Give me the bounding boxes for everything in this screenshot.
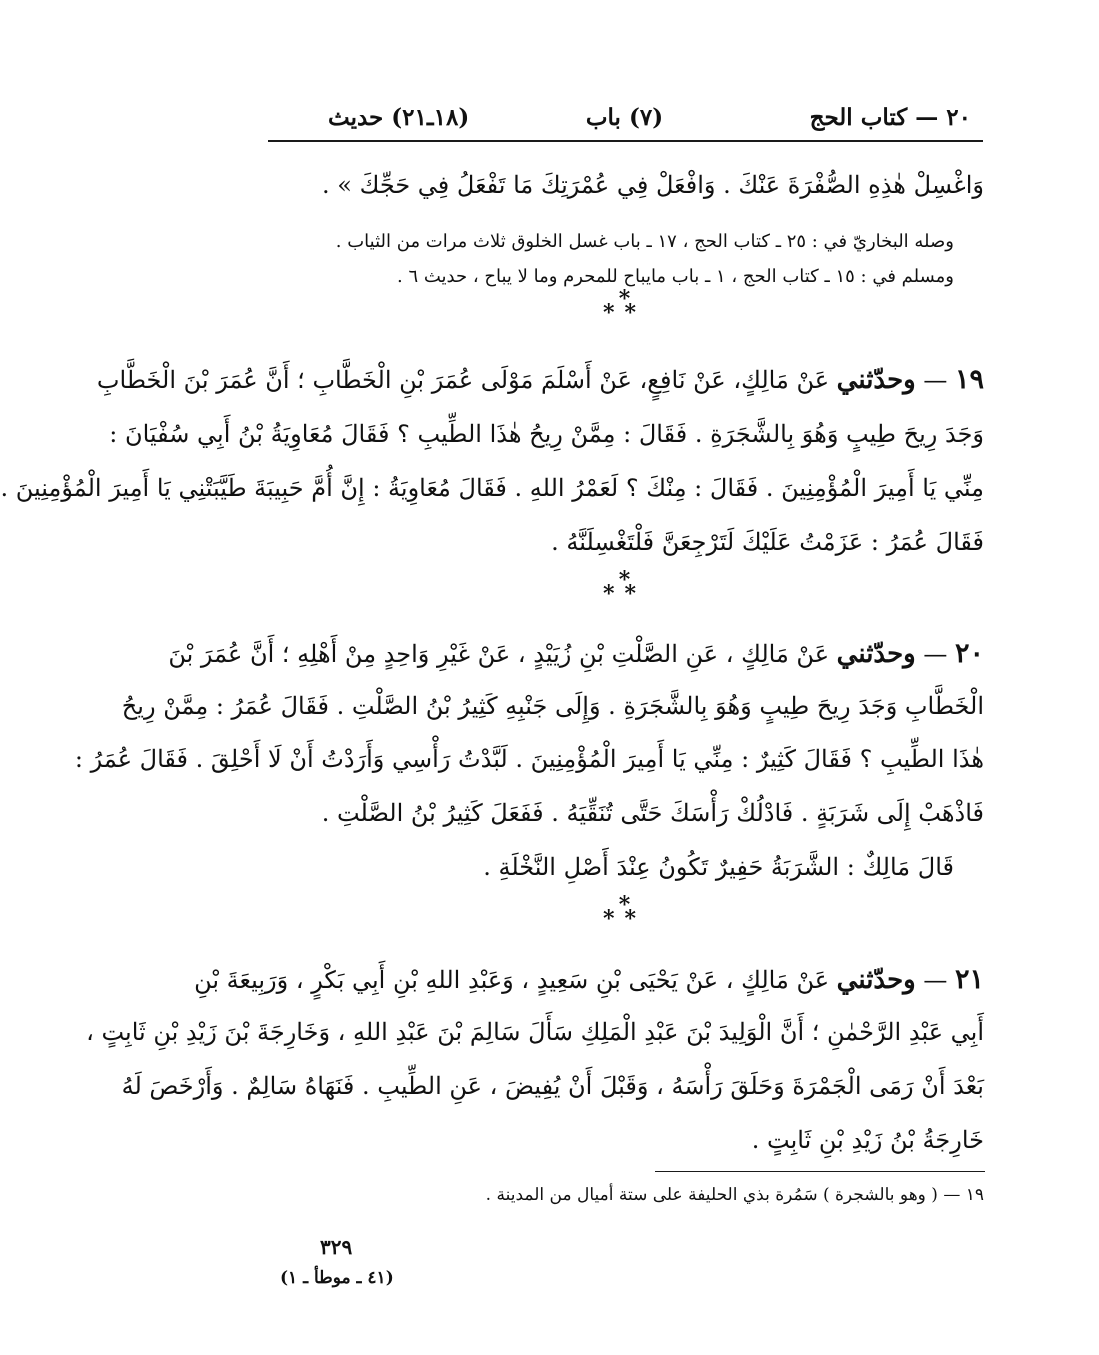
hadith-19-line-3: مِنِّي يَا أَمِيرَ الْمُؤْمِنِينَ . فَقَالَ : مِنْكَ ؟ لَعَمْرُ اللهِ . فَقَالَ مُعَاوِيَةُ : إِنَّ أُمَّ حَبِيبَةَ طَيَّبَتْنِي يَا أَمِيرَ الْمُؤْمِنِينَ . <box>0 474 984 502</box>
source-note-bukhari: وصله البخاريّ في : ٢٥ ـ كتاب الحج ، ١٧ ـ باب غسل الخلوق ثلاث مرات من الثياب . <box>335 231 954 252</box>
separator-star: * <box>618 567 631 593</box>
hadith-20-line-4: فَاذْهَبْ إِلَى شَرَبَةٍ . فَادْلُكْ رَأْسَكَ حَتَّى تُنَقِّيَهُ . فَفَعَلَ كَثِيرُ بْنُ الصَّلْتِ . <box>321 799 984 827</box>
haddathani: وحدّثني <box>836 639 916 669</box>
haddathani: وحدّثني <box>836 965 916 995</box>
hadith-19-line-1: ١٩ — وحدّثني عَنْ مَالِكٍ، عَنْ نَافِعٍ، عَنْ أَسْلَمَ مَوْلَى عُمَرَ بْنِ الْخَطَّابِ ؛ أَنَّ عُمَرَ بْنَ الْخَطَّابِ <box>96 364 984 395</box>
separator-star: * <box>618 892 631 918</box>
malik-note: قَالَ مَالِكٌ : الشَّرَبَةُ حَفِيرٌ تَكُونُ عِنْدَ أَصْلِ النَّخْلَةِ . <box>483 853 954 881</box>
separator-star-pair: ** <box>602 906 647 932</box>
section-separator <box>150 286 1099 326</box>
separator-star: * <box>618 286 631 312</box>
footnote: ١٩ — ( وهو بالشجرة ) سَمُرة بذي الحليفة على ستة أميال من المدينة . <box>485 1185 984 1205</box>
footnote-rule <box>655 1171 985 1172</box>
hadith-21-line-3: بَعْدَ أَنْ رَمَى الْجَمْرَةَ وَحَلَقَ رَأْسَهُ ، وَقَبْلَ أَنْ يُفِيضَ ، عَنِ الطِّيبِ . فَنَهَاهُ سَالِمٌ . وَأَرْخَصَ لَهُ <box>121 1072 984 1100</box>
hadith-number: ١٩ <box>954 364 984 395</box>
hadith-number: ٢١ <box>954 964 984 995</box>
separator-star-pair: ** <box>602 300 647 326</box>
hadith-20-line-2: الْخَطَّابِ وَجَدَ رِيحَ طِيبٍ وَهُوَ بِالشَّجَرَةِ . وَإِلَى جَنْبِهِ كَثِيرُ بْنُ الصَّلْتِ . فَقَالَ عُمَرُ : مِمَّنْ رِيحُ <box>121 692 984 720</box>
header-rule <box>268 140 983 142</box>
section-separator <box>150 567 1099 607</box>
page-number: ٣٢٩ <box>320 1235 353 1259</box>
hadith-number: ٢٠ <box>954 638 984 669</box>
section-separator <box>150 892 1099 932</box>
hadith-21-line-1: ٢١ — وحدّثني عَنْ مَالِكٍ ، عَنْ يَحْيَى بْنِ سَعِيدٍ ، وَعَبْدِ اللهِ بْنِ أَبِي بَكْرٍ ، وَرَبِيعَةَ بْنِ <box>194 964 984 995</box>
hadith-19-line-2: وَجَدَ رِيحَ طِيبٍ وَهُوَ بِالشَّجَرَةِ . فَقَالَ : مِمَّنْ رِيحُ هٰذَا الطِّيبِ ؟ فَقَالَ مُعَاوِيَةُ بْنُ أَبِي سُفْيَانَ : <box>109 420 984 448</box>
running-header <box>268 104 981 140</box>
intro-line: وَاغْسِلْ هٰذِهِ الصُّفْرَةَ عَنْكَ . وَافْعَلْ فِي عُمْرَتِكَ مَا تَفْعَلُ فِي حَجِّكَ » . <box>322 171 984 199</box>
printer-signature: (٤١ ـ موطأ ـ ١) <box>280 1268 394 1288</box>
header-hadith-range: (١٨ـ٢١) حديث <box>328 104 470 131</box>
hadith-21-line-4: خَارِجَةُ بْنُ زَيْدِ بْنِ ثَابِتٍ . <box>751 1126 984 1154</box>
header-book-title: ٢٠ — كتاب الحج <box>809 104 971 131</box>
haddathani: وحدّثني <box>836 365 916 395</box>
hadith-20-line-3: هٰذَا الطِّيبِ ؟ فَقَالَ كَثِيرٌ : مِنِّي يَا أَمِيرَ الْمُؤْمِنِينَ . لَبَّدْتُ رَأْسِي وَأَرَدْتُ أَنْ لَا أَحْلِقَ . فَقَالَ عُمَرُ : <box>74 745 984 773</box>
separator-star-pair: ** <box>602 581 647 607</box>
hadith-20-line-1: ٢٠ — وحدّثني عَنْ مَالِكٍ ، عَنِ الصَّلْتِ بْنِ زُيَيْدٍ ، عَنْ غَيْرِ وَاحِدٍ مِنْ أَهْلِهِ ؛ أَنَّ عُمَرَ بْنَ <box>168 638 984 669</box>
hadith-19-line-4: فَقَالَ عُمَرُ : عَزَمْتُ عَلَيْكَ لَتَرْجِعَنَّ فَلْتَغْسِلَنَّهُ . <box>551 528 984 556</box>
source-note-muslim: ومسلم في : ١٥ ـ كتاب الحج ، ١ ـ باب مايباح للمحرم وما لا يباح ، حديث ٦ . <box>396 266 954 287</box>
header-chapter: (٧) باب <box>585 104 664 131</box>
hadith-21-line-2: أَبِي عَبْدِ الرَّحْمٰنِ ؛ أَنَّ الْوَلِيدَ بْنَ عَبْدِ الْمَلِكِ سَأَلَ سَالِمَ بْنَ عَبْدِ اللهِ ، وَخَارِجَةَ بْنَ زَيْدِ بْنِ ثَابِتٍ ، <box>86 1018 984 1046</box>
